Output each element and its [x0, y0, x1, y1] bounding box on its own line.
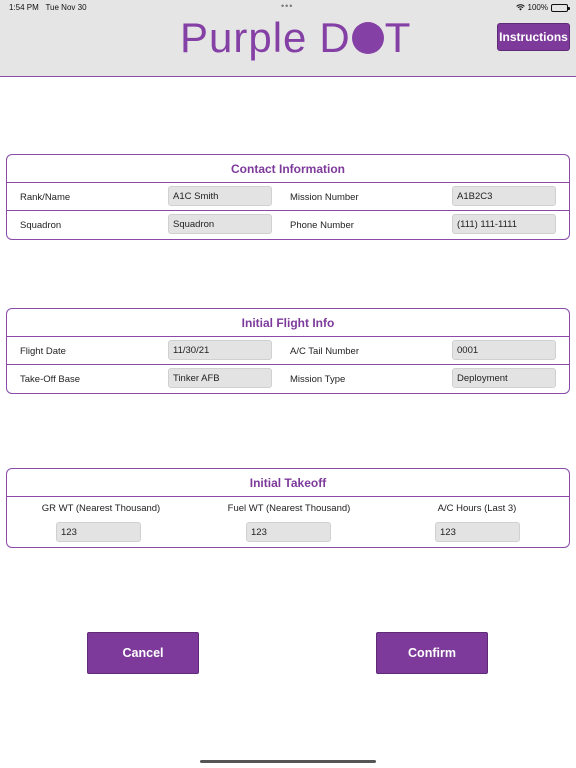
- status-bar: [0, 0, 576, 14]
- status-indicators: [516, 3, 568, 12]
- flight-row-1: [7, 337, 569, 365]
- home-indicator[interactable]: [200, 760, 376, 763]
- contact-information-title: Contact Information: [7, 155, 569, 183]
- initial-takeoff-title: Initial Takeoff: [7, 469, 569, 497]
- squadron-input[interactable]: Squadron: [168, 214, 272, 234]
- initial-flight-info-panel: [6, 308, 570, 394]
- takeoff-base-input[interactable]: Tinker AFB: [168, 368, 272, 388]
- contact-row-2: [7, 211, 569, 239]
- instructions-button[interactable]: Instructions: [497, 23, 570, 51]
- ac-hours-column: [383, 497, 571, 547]
- gross-weight-input[interactable]: 123: [56, 522, 141, 542]
- ac-hours-label: A/C Hours (Last 3): [437, 503, 517, 514]
- mission-type-label: Mission Type: [290, 373, 346, 385]
- squadron-label: Squadron: [20, 219, 62, 231]
- rank-name-label: Rank/Name: [20, 191, 71, 203]
- takeoff-fields: [7, 497, 569, 547]
- gross-weight-label: GR WT (Nearest Thousand): [41, 503, 161, 514]
- tail-number-input[interactable]: 0001: [452, 340, 556, 360]
- phone-number-input[interactable]: (111) 111-1111: [452, 214, 556, 234]
- mission-number-label: Mission Number: [290, 191, 359, 203]
- rank-name-input[interactable]: A1C Smith: [168, 186, 272, 206]
- fuel-weight-column: [195, 497, 383, 547]
- fuel-weight-input[interactable]: 123: [246, 522, 331, 542]
- flight-date-input[interactable]: 11/30/21: [168, 340, 272, 360]
- contact-row-1: [7, 183, 569, 211]
- ac-hours-input[interactable]: 123: [435, 522, 520, 542]
- initial-flight-info-title: Initial Flight Info: [7, 309, 569, 337]
- confirm-button[interactable]: Confirm: [376, 632, 488, 674]
- contact-information-panel: [6, 154, 570, 240]
- wifi-icon: [516, 4, 525, 11]
- tail-number-label: A/C Tail Number: [290, 345, 359, 357]
- fuel-weight-label: Fuel WT (Nearest Thousand): [227, 503, 351, 514]
- battery-icon: [551, 4, 568, 12]
- initial-takeoff-panel: [6, 468, 570, 548]
- cancel-button[interactable]: Cancel: [87, 632, 199, 674]
- mission-type-input[interactable]: Deployment: [452, 368, 556, 388]
- multitasking-dots[interactable]: •••: [281, 1, 294, 11]
- takeoff-base-label: Take-Off Base: [20, 373, 81, 385]
- app-logo: Purple D T: [180, 14, 412, 61]
- flight-date-label: Flight Date: [20, 345, 66, 357]
- gross-weight-column: [7, 497, 195, 547]
- battery-percent: 100%: [527, 3, 548, 12]
- app-header: [0, 0, 576, 77]
- status-time: 1:54 PM Tue Nov 30: [9, 3, 87, 12]
- logo-dot-icon: [352, 22, 384, 54]
- flight-row-2: [7, 365, 569, 393]
- mission-number-input[interactable]: A1B2C3: [452, 186, 556, 206]
- phone-number-label: Phone Number: [290, 219, 354, 231]
